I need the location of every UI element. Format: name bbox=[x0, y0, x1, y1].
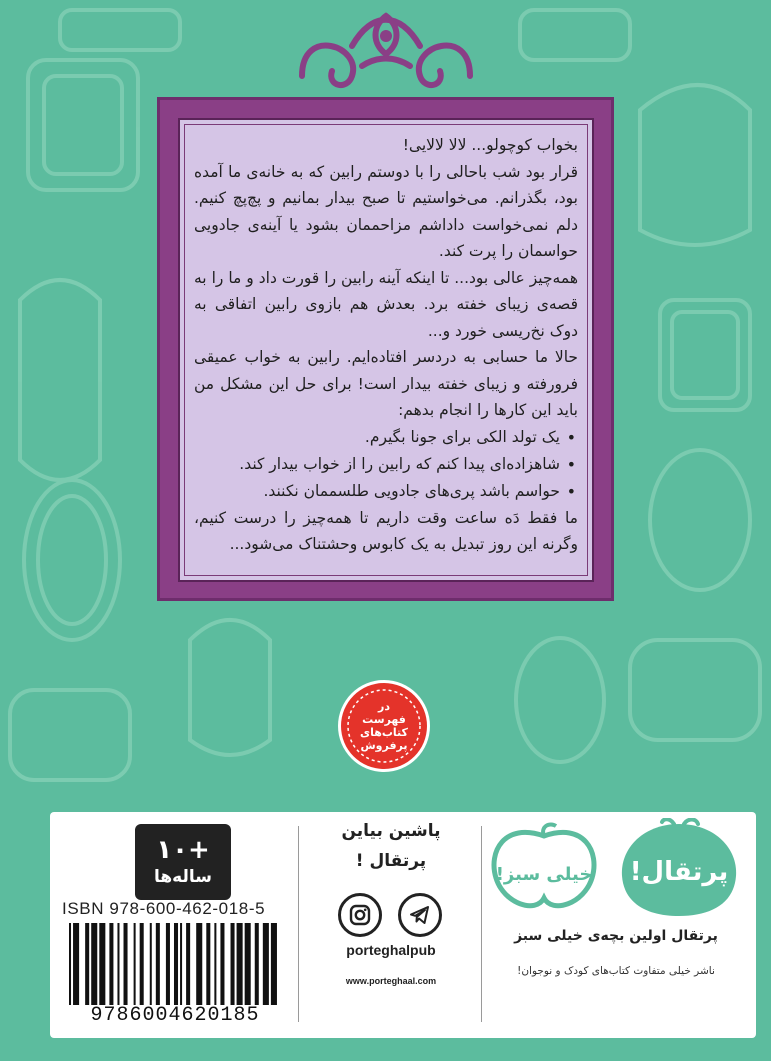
barcode-bar bbox=[124, 923, 128, 1005]
blurb-opening: بخواب کوچولو... لالا لالایی! bbox=[402, 136, 578, 154]
bestseller-badge bbox=[341, 683, 427, 769]
barcode-bar bbox=[117, 923, 119, 1005]
barcode-bar bbox=[220, 923, 224, 1005]
age-number: +۱۰ bbox=[156, 835, 210, 865]
logo-text: پرتقال! bbox=[629, 857, 729, 887]
follow-line-2: پرتقال ! bbox=[355, 851, 427, 871]
age-label: ساله‌ها bbox=[154, 867, 212, 887]
sublogo-text: خیلی سبز! bbox=[495, 864, 593, 885]
barcode-bar bbox=[73, 923, 79, 1005]
barcode-bar bbox=[237, 923, 243, 1005]
blurb-closing: ما فقط دَه ساعت وقت داریم تا همه‌چیز را درست کنیم، وگرنه این روز تبدیل به یک کابوس وحشتناک می‌شود... bbox=[194, 508, 578, 553]
instagram-icon[interactable] bbox=[338, 893, 382, 937]
barcode-bar bbox=[231, 923, 235, 1005]
barcode-bar bbox=[85, 923, 89, 1005]
barcode-bar bbox=[69, 923, 71, 1005]
barcode-bar bbox=[91, 923, 97, 1005]
barcode-bar bbox=[271, 923, 277, 1005]
porteghal-logo bbox=[614, 818, 744, 918]
blurb-text-panel bbox=[178, 118, 594, 582]
age-rating-box bbox=[135, 824, 231, 900]
barcode-bar bbox=[140, 923, 144, 1005]
blurb-paragraph-3: حالا ما حسابی به دردسر افتاده‌ایم. رابین به خواب عمیقی فرورفته و زیبای خفته بیدار است! برای حل این مشکل من باید این کارها را انجام بدهم: bbox=[194, 348, 578, 419]
kheili-sabz-logo bbox=[484, 822, 604, 914]
follow-us-title bbox=[308, 816, 474, 876]
ornament-decoration bbox=[292, 6, 480, 106]
barcode-bar bbox=[109, 923, 113, 1005]
badge-label: در فهرست کتاب‌های پرفروش bbox=[360, 700, 408, 752]
barcode-bar bbox=[245, 923, 251, 1005]
website-link[interactable]: www.porteghaal.com bbox=[345, 976, 437, 986]
barcode-bar bbox=[214, 923, 216, 1005]
barcode-bar bbox=[150, 923, 152, 1005]
publisher-tagline: ناشر خیلی متفاوت کتاب‌های کودک و نوجوان! bbox=[517, 965, 715, 977]
blurb-paragraph-2: همه‌چیز عالی بود... تا اینکه آینه رابین را قورت داد و ما را به قصه‌ی زیبای خفته برد. بعدش هم بازوی رابین اتفاقی به دوک نخ‌ریسی خورد و... bbox=[194, 268, 578, 340]
follow-line-1: پاشین بیاین bbox=[341, 821, 441, 841]
barcode-bar bbox=[263, 923, 269, 1005]
barcode-digits: 9786004620185 bbox=[90, 1004, 260, 1027]
publisher-slogan: پرتقال اولین بچه‌ی خیلی سبز bbox=[514, 928, 718, 944]
barcode-bar bbox=[180, 923, 182, 1005]
barcode-bar bbox=[255, 923, 259, 1005]
isbn-text: ISBN 978-600-462-018-5 bbox=[62, 899, 266, 918]
barcode-bar bbox=[174, 923, 178, 1005]
list-item: • حواسم باشد پری‌های جادویی طلسممان نکنند. bbox=[194, 478, 578, 505]
divider bbox=[298, 826, 299, 1022]
social-handle[interactable]: porteghalpub bbox=[346, 942, 436, 958]
barcode-bar bbox=[166, 923, 170, 1005]
telegram-icon[interactable] bbox=[398, 893, 442, 937]
blurb-task-list bbox=[194, 424, 578, 505]
divider bbox=[481, 826, 482, 1022]
list-item: • شاهزاده‌ای پیدا کنم که رابین را از خواب بیدار کند. bbox=[194, 451, 578, 478]
barcode-bar bbox=[206, 923, 210, 1005]
barcode-bar bbox=[186, 923, 190, 1005]
barcode-bar bbox=[99, 923, 105, 1005]
barcode-bar bbox=[134, 923, 136, 1005]
barcode-bar bbox=[196, 923, 202, 1005]
barcode-bar bbox=[156, 923, 160, 1005]
barcode bbox=[63, 921, 287, 1007]
badge-ring-icon bbox=[341, 683, 427, 769]
list-item: • یک تولد الکی برای جونا بگیرم. bbox=[194, 424, 578, 451]
blurb-paragraph-1: قرار بود شب باحالی را با دوستم رابین که به خانه‌ی ما آمده بود، بگذرانم. می‌خواستیم تا صبح بیدار بمانیم و پچ‌پچ کنیم. دلم نمی‌خواست داداشم مزاحممان بشود یا آینه‌ی جادویی حواسمان را پرت کند. bbox=[194, 162, 578, 260]
